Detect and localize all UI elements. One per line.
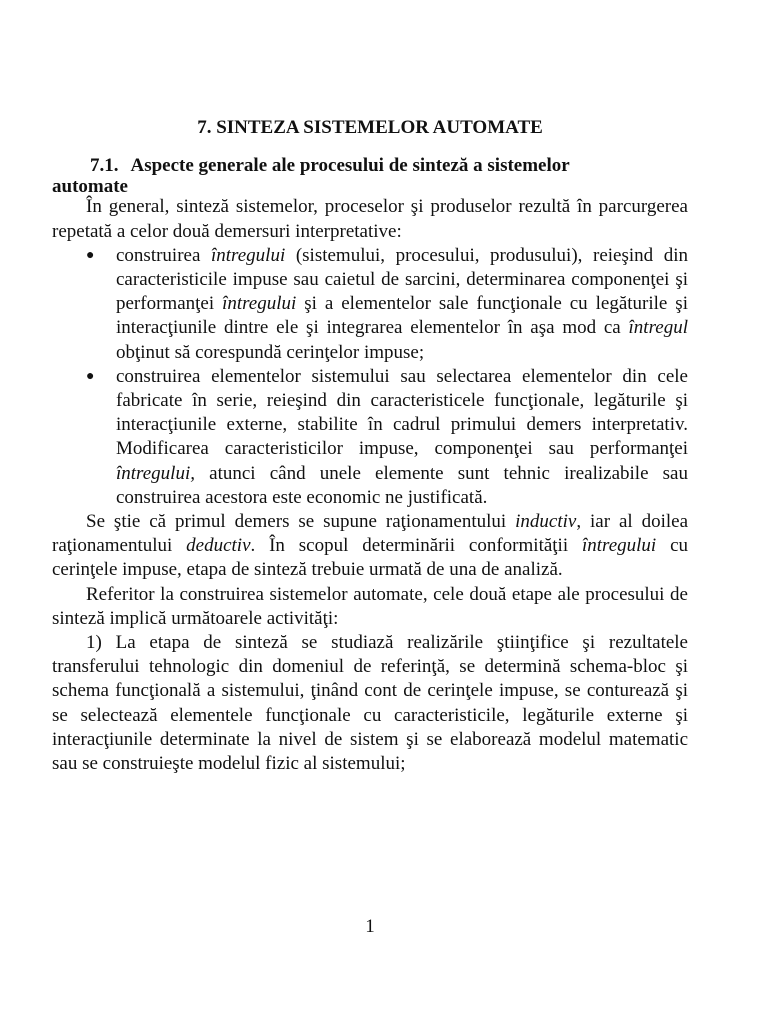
step-1-paragraph: 1) La etapa de sinteză se studiază realizările ştiinţifice şi rezultatele transferului tehnologic din domeniul de referinţă, se determină schema-bloc şi schema funcţională a sistemului, ţinând cont de cerinţele impuse, se conturează şi se selectează elementele funcţionale cu caracteristicile, legăturile externe şi interacţiunile determinate la nivel de sistem şi se elaborează modelul matematic sau se construieşte modelul fizic al sistemului;	[52, 632, 688, 775]
text-run: , iar al doilea raţionamentului	[52, 511, 688, 557]
bullet-list	[52, 244, 688, 510]
section-title-line2: automate	[52, 176, 128, 198]
emphasis-text: inductiv	[515, 511, 577, 533]
chapter-title: 7. SINTEZA SISTEMELOR AUTOMATE	[197, 117, 543, 138]
emphasis-text: întregului,	[116, 462, 195, 484]
section-title-line1: Aspecte generale ale procesului de sinteză a sistemelor	[130, 155, 570, 177]
text-run: Se ştie că primul demers se supune raţionamentului	[86, 511, 516, 533]
text-run: cu cerinţele impuse, etapa de sinteză trebuie urmată de una de analiză.	[52, 535, 688, 581]
emphasis-text: întregului	[210, 244, 286, 266]
activities-paragraph: Referitor la construirea sistemelor automate, cele două etape ale procesului de sinteză implică următoarele activităţi:	[52, 583, 688, 629]
text-run: atunci când unele elemente sunt tehnic irealizabile sau construirea acestora este economic ne justificată.	[116, 462, 688, 508]
section-number: 7.1.	[90, 155, 119, 177]
emphasis-text: întregului	[222, 293, 297, 315]
page-number: 1	[365, 916, 375, 937]
reasoning-paragraph	[52, 510, 688, 583]
section-heading	[52, 154, 688, 198]
emphasis-text: întregul	[628, 317, 688, 339]
emphasis-text: deductiv	[186, 535, 251, 557]
bullet-text-1	[116, 245, 688, 363]
text-run: şi a elementelor sale funcţionale cu legăturile şi interacţiunile dintre ele şi integrarea elementelor în aşa mod ca	[116, 293, 688, 339]
bullet-marker: ●	[86, 247, 95, 263]
bullet-item-2	[52, 365, 688, 510]
text-run: (sistemului, procesului, produsului), reieşind din caracteristicile impuse sau caietul de sarcini, determinarea componenţei şi performanţei	[116, 244, 688, 315]
text-run: obţinut să corespundă cerinţelor impuse;	[116, 341, 425, 363]
page-body	[52, 116, 688, 776]
bullet-text-2	[116, 366, 688, 508]
bullet-item-1	[52, 244, 688, 365]
text-run: . În scopul determinării conformităţii	[250, 535, 582, 557]
emphasis-text: întregului	[581, 535, 657, 557]
intro-paragraph: În general, sinteză sistemelor, proceselor şi produselor rezultă în parcurgerea repetată a celor două demersuri interpretative:	[52, 196, 688, 242]
text-run: construirea	[116, 244, 211, 266]
text-run: construirea elementelor sistemului sau selectarea elementelor din cele fabricate în serie, reieşind din caracteristicele funcţionale, legăturile şi interacţiunile externe, stabilite în cadrul primului demers interpretativ. Modificarea caracteristicilor impuse, componenţei sau performanţei	[116, 365, 688, 460]
bullet-marker: ●	[86, 368, 95, 384]
